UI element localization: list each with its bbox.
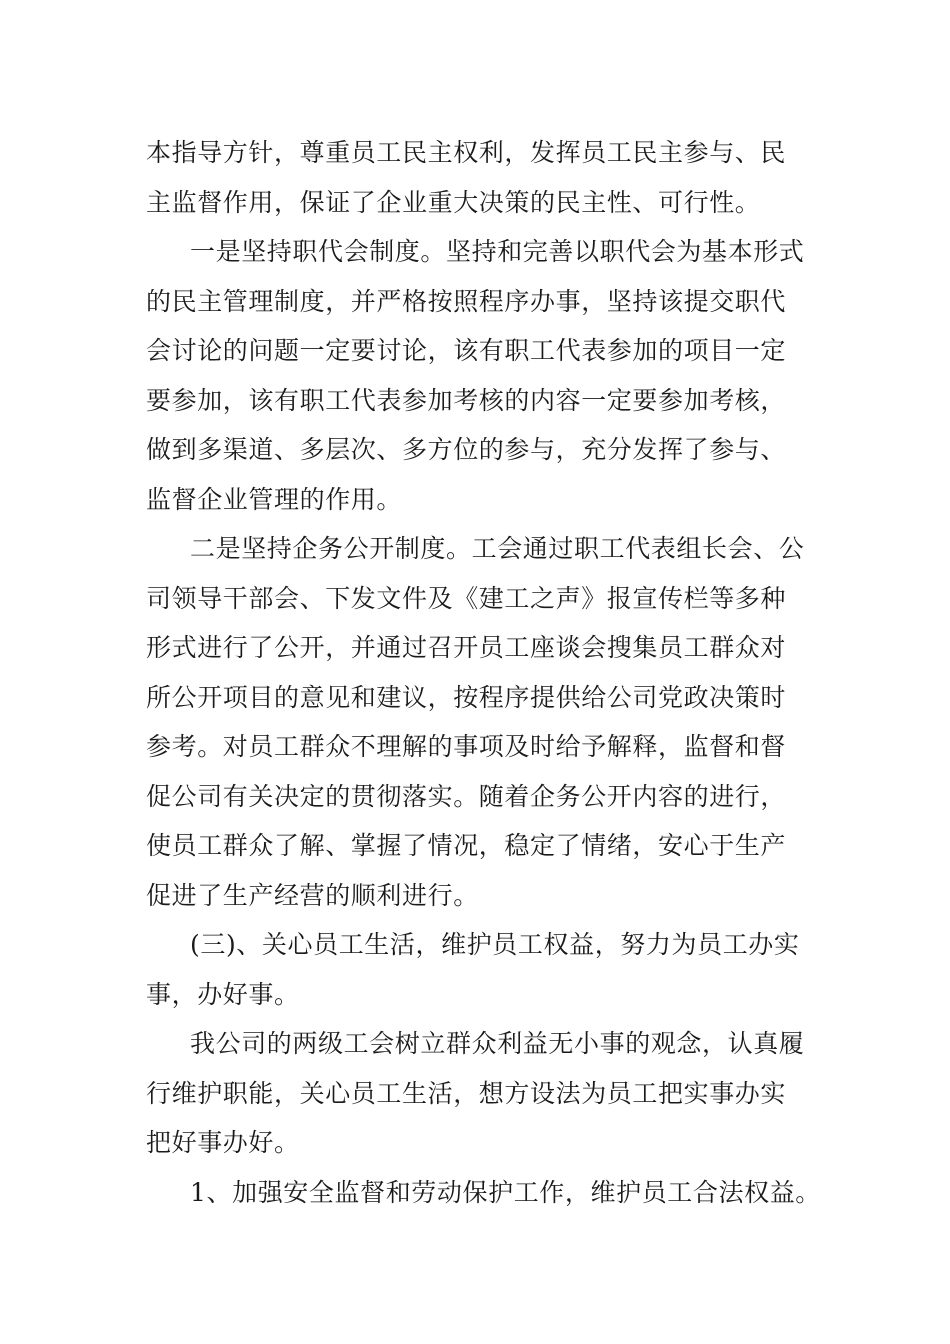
text-line: 要参加，该有职工代表参加考核的内容一定要参加考核，	[146, 385, 787, 415]
text-line: 司领导干部会、下发文件及《建工之声》报宣传栏等多种	[146, 583, 787, 613]
text-line: 形式进行了公开，并通过召开员工座谈会搜集员工群众对	[146, 633, 787, 662]
text-line: 促公司有关决定的贯彻落实。随着企务公开内容的进行，	[146, 781, 787, 811]
text-line: 主监督作用，保证了企业重大决策的民主性、可行性。	[146, 187, 761, 217]
text-line: 一是坚持职代会制度。坚持和完善以职代会为基本形式	[190, 237, 805, 266]
text-line: 二是坚持企务公开制度。工会通过职工代表组长会、公	[190, 534, 805, 563]
text-line: 的民主管理制度，并严格按照程序办事，坚持该提交职代	[146, 286, 787, 316]
text-line: 参考。对员工群众不理解的事项及时给予解释，监督和督	[146, 732, 787, 761]
text-line: 事，办好事。	[146, 979, 300, 1009]
text-line: 监督企业管理的作用。	[146, 484, 403, 514]
text-line: 本指导方针，尊重员工民主权利，发挥员工民主参与、民	[146, 138, 787, 167]
text-line: 1、加强安全监督和劳动保护工作，维护员工合法权益。	[190, 1177, 821, 1207]
text-line: 行维护职能，关心员工生活，想方设法为员工把实事办实	[146, 1078, 787, 1108]
document-body	[146, 128, 826, 1217]
text-line: 使员工群众了解、掌握了情况，稳定了情绪，安心于生产	[146, 831, 787, 860]
text-line: 促进了生产经营的顺利进行。	[146, 880, 479, 910]
text-line: (三)、关心员工生活，维护员工权益，努力为员工办实	[190, 930, 800, 959]
text-line: 做到多渠道、多层次、多方位的参与，充分发挥了参与、	[146, 435, 787, 464]
text-line: 会讨论的问题一定要讨论，该有职工代表参加的项目一定	[146, 336, 787, 365]
text-line: 我公司的两级工会树立群众利益无小事的观念，认真履	[190, 1029, 805, 1058]
text-line: 把好事办好。	[146, 1128, 300, 1157]
text-line: 所公开项目的意见和建议，按程序提供给公司党政决策时	[146, 682, 787, 712]
